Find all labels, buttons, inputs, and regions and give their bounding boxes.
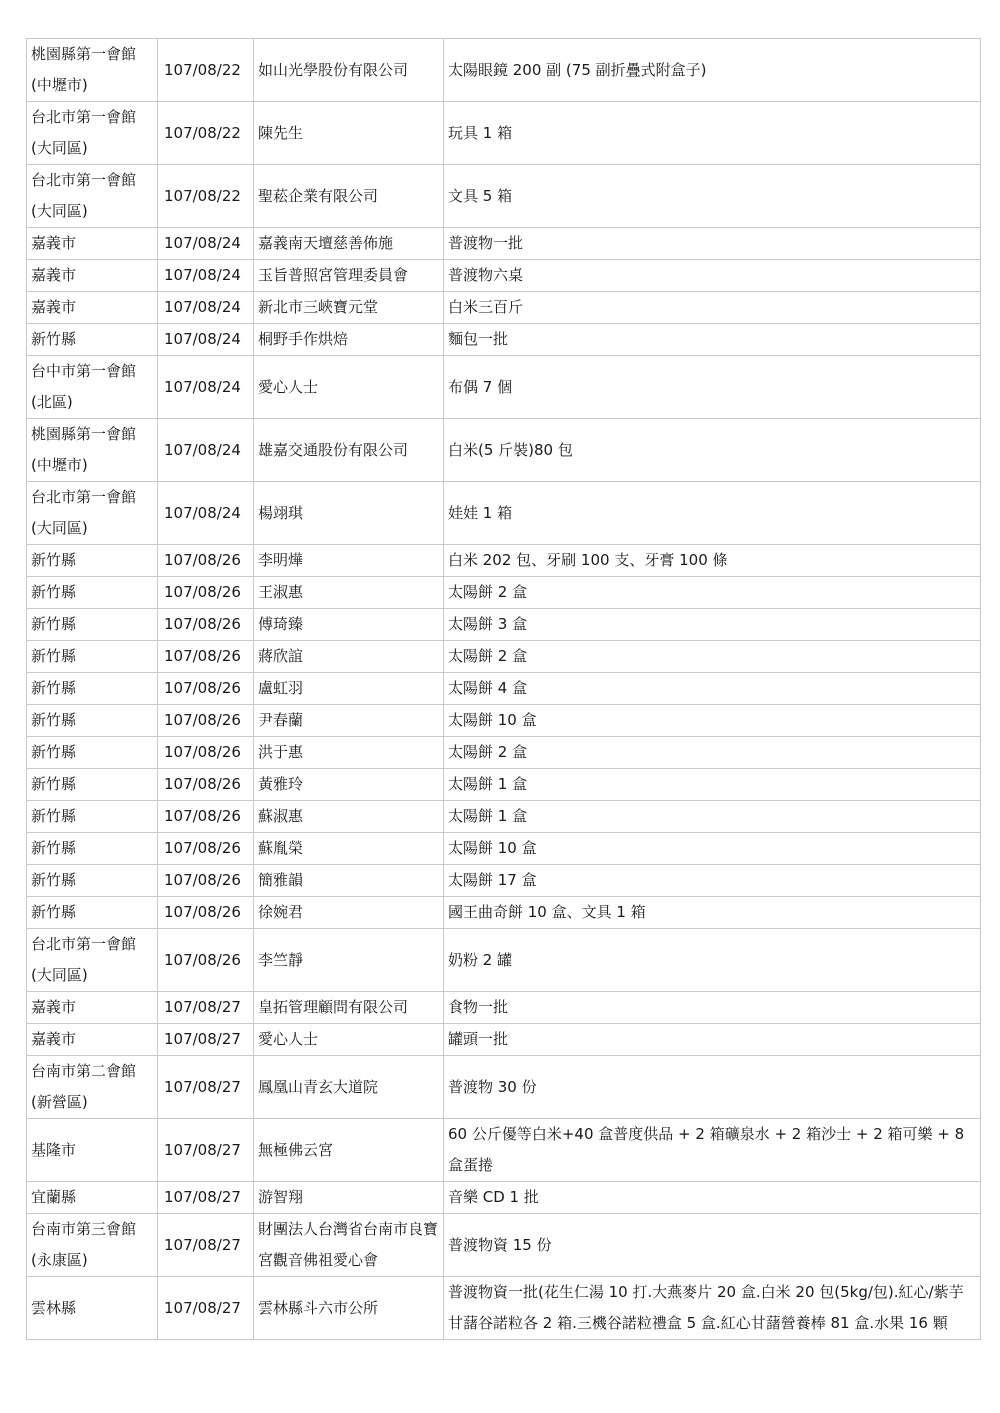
- table-row: [27, 482, 981, 545]
- date-cell: 107/08/27: [158, 1277, 254, 1340]
- location-cell: 新竹縣: [27, 769, 158, 801]
- table-row: [27, 1182, 981, 1214]
- item-cell: 太陽餅 10 盒: [444, 833, 981, 865]
- donor-cell: 李明燁: [254, 545, 444, 577]
- location-cell: 新竹縣: [27, 673, 158, 705]
- date-cell: 107/08/26: [158, 545, 254, 577]
- item-cell: 國王曲奇餅 10 盒、文具 1 箱: [444, 897, 981, 929]
- donor-cell: 雄嘉交通股份有限公司: [254, 419, 444, 482]
- location-cell: 新竹縣: [27, 865, 158, 897]
- item-cell: 普渡物一批: [444, 228, 981, 260]
- date-cell: 107/08/27: [158, 1182, 254, 1214]
- table-row: [27, 992, 981, 1024]
- date-cell: 107/08/26: [158, 897, 254, 929]
- item-cell: 食物一批: [444, 992, 981, 1024]
- date-cell: 107/08/24: [158, 356, 254, 419]
- location-cell: 新竹縣: [27, 545, 158, 577]
- donor-cell: 傅琦臻: [254, 609, 444, 641]
- item-cell: 太陽餅 17 盒: [444, 865, 981, 897]
- location-cell: 台北市第一會館(大同區): [27, 165, 158, 228]
- table-row: [27, 641, 981, 673]
- donor-cell: 雲林縣斗六市公所: [254, 1277, 444, 1340]
- donor-cell: 嘉義南天壇慈善佈施: [254, 228, 444, 260]
- date-cell: 107/08/24: [158, 292, 254, 324]
- location-cell: 新竹縣: [27, 737, 158, 769]
- donation-table-body: [27, 39, 981, 1340]
- date-cell: 107/08/26: [158, 769, 254, 801]
- donor-cell: 尹春蘭: [254, 705, 444, 737]
- table-row: [27, 1277, 981, 1340]
- date-cell: 107/08/22: [158, 102, 254, 165]
- table-row: [27, 897, 981, 929]
- item-cell: 普渡物資 15 份: [444, 1214, 981, 1277]
- location-cell: 基隆市: [27, 1119, 158, 1182]
- donor-cell: 李竺靜: [254, 929, 444, 992]
- item-cell: 太陽餅 2 盒: [444, 641, 981, 673]
- donor-cell: 財團法人台灣省台南市良寶宮觀音佛祖愛心會: [254, 1214, 444, 1277]
- item-cell: 普渡物六桌: [444, 260, 981, 292]
- item-cell: 奶粉 2 罐: [444, 929, 981, 992]
- item-cell: 太陽餅 2 盒: [444, 577, 981, 609]
- table-row: [27, 228, 981, 260]
- donor-cell: 新北市三峽寶元堂: [254, 292, 444, 324]
- donor-cell: 蘇胤榮: [254, 833, 444, 865]
- donor-cell: 簡雅韻: [254, 865, 444, 897]
- location-cell: 台南市第三會館(永康區): [27, 1214, 158, 1277]
- date-cell: 107/08/26: [158, 673, 254, 705]
- item-cell: 太陽餅 4 盒: [444, 673, 981, 705]
- donor-cell: 聖菘企業有限公司: [254, 165, 444, 228]
- table-row: [27, 801, 981, 833]
- table-row: [27, 260, 981, 292]
- item-cell: 白米(5 斤裝)80 包: [444, 419, 981, 482]
- date-cell: 107/08/27: [158, 1024, 254, 1056]
- donor-cell: 徐婉君: [254, 897, 444, 929]
- location-cell: 嘉義市: [27, 992, 158, 1024]
- donor-cell: 盧虹羽: [254, 673, 444, 705]
- table-row: [27, 292, 981, 324]
- item-cell: 60 公斤優等白米+40 盒普度供品 + 2 箱礦泉水 + 2 箱沙士 + 2 箱可樂 + 8 盒蛋捲: [444, 1119, 981, 1182]
- donor-cell: 王淑惠: [254, 577, 444, 609]
- donor-cell: 玉旨普照宮管理委員會: [254, 260, 444, 292]
- table-row: [27, 609, 981, 641]
- item-cell: 太陽眼鏡 200 副 (75 副折疊式附盒子): [444, 39, 981, 102]
- table-row: [27, 833, 981, 865]
- table-row: [27, 356, 981, 419]
- date-cell: 107/08/26: [158, 641, 254, 673]
- table-row: [27, 102, 981, 165]
- table-row: [27, 1119, 981, 1182]
- table-row: [27, 737, 981, 769]
- date-cell: 107/08/26: [158, 609, 254, 641]
- item-cell: 太陽餅 1 盒: [444, 769, 981, 801]
- date-cell: 107/08/27: [158, 992, 254, 1024]
- table-row: [27, 1056, 981, 1119]
- table-row: [27, 673, 981, 705]
- table-row: [27, 929, 981, 992]
- table-row: [27, 419, 981, 482]
- location-cell: 桃園縣第一會館(中壢市): [27, 39, 158, 102]
- table-row: [27, 705, 981, 737]
- item-cell: 布偶 7 個: [444, 356, 981, 419]
- location-cell: 嘉義市: [27, 228, 158, 260]
- location-cell: 新竹縣: [27, 324, 158, 356]
- location-cell: 新竹縣: [27, 705, 158, 737]
- donor-cell: 愛心人士: [254, 1024, 444, 1056]
- donor-cell: 黃雅玲: [254, 769, 444, 801]
- date-cell: 107/08/24: [158, 324, 254, 356]
- location-cell: 台北市第一會館(大同區): [27, 102, 158, 165]
- table-row: [27, 865, 981, 897]
- location-cell: 雲林縣: [27, 1277, 158, 1340]
- location-cell: 嘉義市: [27, 292, 158, 324]
- donor-cell: 游智翔: [254, 1182, 444, 1214]
- item-cell: 普渡物資一批(花生仁湯 10 打.大燕麥片 20 盒.白米 20 包(5kg/包).紅心/紫芋甘藷谷諾粒各 2 箱.三機谷諾粒禮盒 5 盒.紅心甘藷營養棒 81 盒.水果 16 顆: [444, 1277, 981, 1340]
- location-cell: 新竹縣: [27, 801, 158, 833]
- location-cell: 新竹縣: [27, 609, 158, 641]
- item-cell: 普渡物 30 份: [444, 1056, 981, 1119]
- location-cell: 台南市第二會館(新營區): [27, 1056, 158, 1119]
- date-cell: 107/08/26: [158, 705, 254, 737]
- table-row: [27, 1024, 981, 1056]
- item-cell: 文具 5 箱: [444, 165, 981, 228]
- donor-cell: 楊翊琪: [254, 482, 444, 545]
- date-cell: 107/08/26: [158, 577, 254, 609]
- item-cell: 太陽餅 2 盒: [444, 737, 981, 769]
- donor-cell: 陳先生: [254, 102, 444, 165]
- date-cell: 107/08/22: [158, 165, 254, 228]
- location-cell: 台北市第一會館(大同區): [27, 929, 158, 992]
- date-cell: 107/08/24: [158, 228, 254, 260]
- date-cell: 107/08/27: [158, 1056, 254, 1119]
- item-cell: 太陽餅 1 盒: [444, 801, 981, 833]
- item-cell: 白米三百斤: [444, 292, 981, 324]
- date-cell: 107/08/24: [158, 260, 254, 292]
- item-cell: 罐頭一批: [444, 1024, 981, 1056]
- item-cell: 白米 202 包、牙刷 100 支、牙膏 100 條: [444, 545, 981, 577]
- donor-cell: 蘇淑惠: [254, 801, 444, 833]
- table-row: [27, 165, 981, 228]
- table-row: [27, 577, 981, 609]
- donation-table: [26, 38, 981, 1340]
- date-cell: 107/08/26: [158, 929, 254, 992]
- date-cell: 107/08/26: [158, 737, 254, 769]
- location-cell: 新竹縣: [27, 833, 158, 865]
- location-cell: 新竹縣: [27, 897, 158, 929]
- date-cell: 107/08/26: [158, 833, 254, 865]
- item-cell: 娃娃 1 箱: [444, 482, 981, 545]
- location-cell: 桃園縣第一會館(中壢市): [27, 419, 158, 482]
- location-cell: 嘉義市: [27, 1024, 158, 1056]
- donor-cell: 皇拓管理顧問有限公司: [254, 992, 444, 1024]
- location-cell: 台北市第一會館(大同區): [27, 482, 158, 545]
- donor-cell: 鳳凰山青玄大道院: [254, 1056, 444, 1119]
- donation-table-page: [26, 38, 980, 1340]
- donor-cell: 愛心人士: [254, 356, 444, 419]
- date-cell: 107/08/26: [158, 865, 254, 897]
- table-row: [27, 324, 981, 356]
- table-row: [27, 1214, 981, 1277]
- donor-cell: 洪于惠: [254, 737, 444, 769]
- item-cell: 音樂 CD 1 批: [444, 1182, 981, 1214]
- item-cell: 麵包一批: [444, 324, 981, 356]
- item-cell: 太陽餅 3 盒: [444, 609, 981, 641]
- location-cell: 宜蘭縣: [27, 1182, 158, 1214]
- date-cell: 107/08/24: [158, 482, 254, 545]
- date-cell: 107/08/27: [158, 1214, 254, 1277]
- item-cell: 太陽餅 10 盒: [444, 705, 981, 737]
- location-cell: 新竹縣: [27, 577, 158, 609]
- date-cell: 107/08/26: [158, 801, 254, 833]
- date-cell: 107/08/22: [158, 39, 254, 102]
- donor-cell: 如山光學股份有限公司: [254, 39, 444, 102]
- donor-cell: 無極佛云宮: [254, 1119, 444, 1182]
- table-row: [27, 769, 981, 801]
- location-cell: 嘉義市: [27, 260, 158, 292]
- location-cell: 台中市第一會館(北區): [27, 356, 158, 419]
- donor-cell: 蔣欣誼: [254, 641, 444, 673]
- table-row: [27, 39, 981, 102]
- date-cell: 107/08/24: [158, 419, 254, 482]
- location-cell: 新竹縣: [27, 641, 158, 673]
- item-cell: 玩具 1 箱: [444, 102, 981, 165]
- date-cell: 107/08/27: [158, 1119, 254, 1182]
- table-row: [27, 545, 981, 577]
- donor-cell: 桐野手作烘焙: [254, 324, 444, 356]
